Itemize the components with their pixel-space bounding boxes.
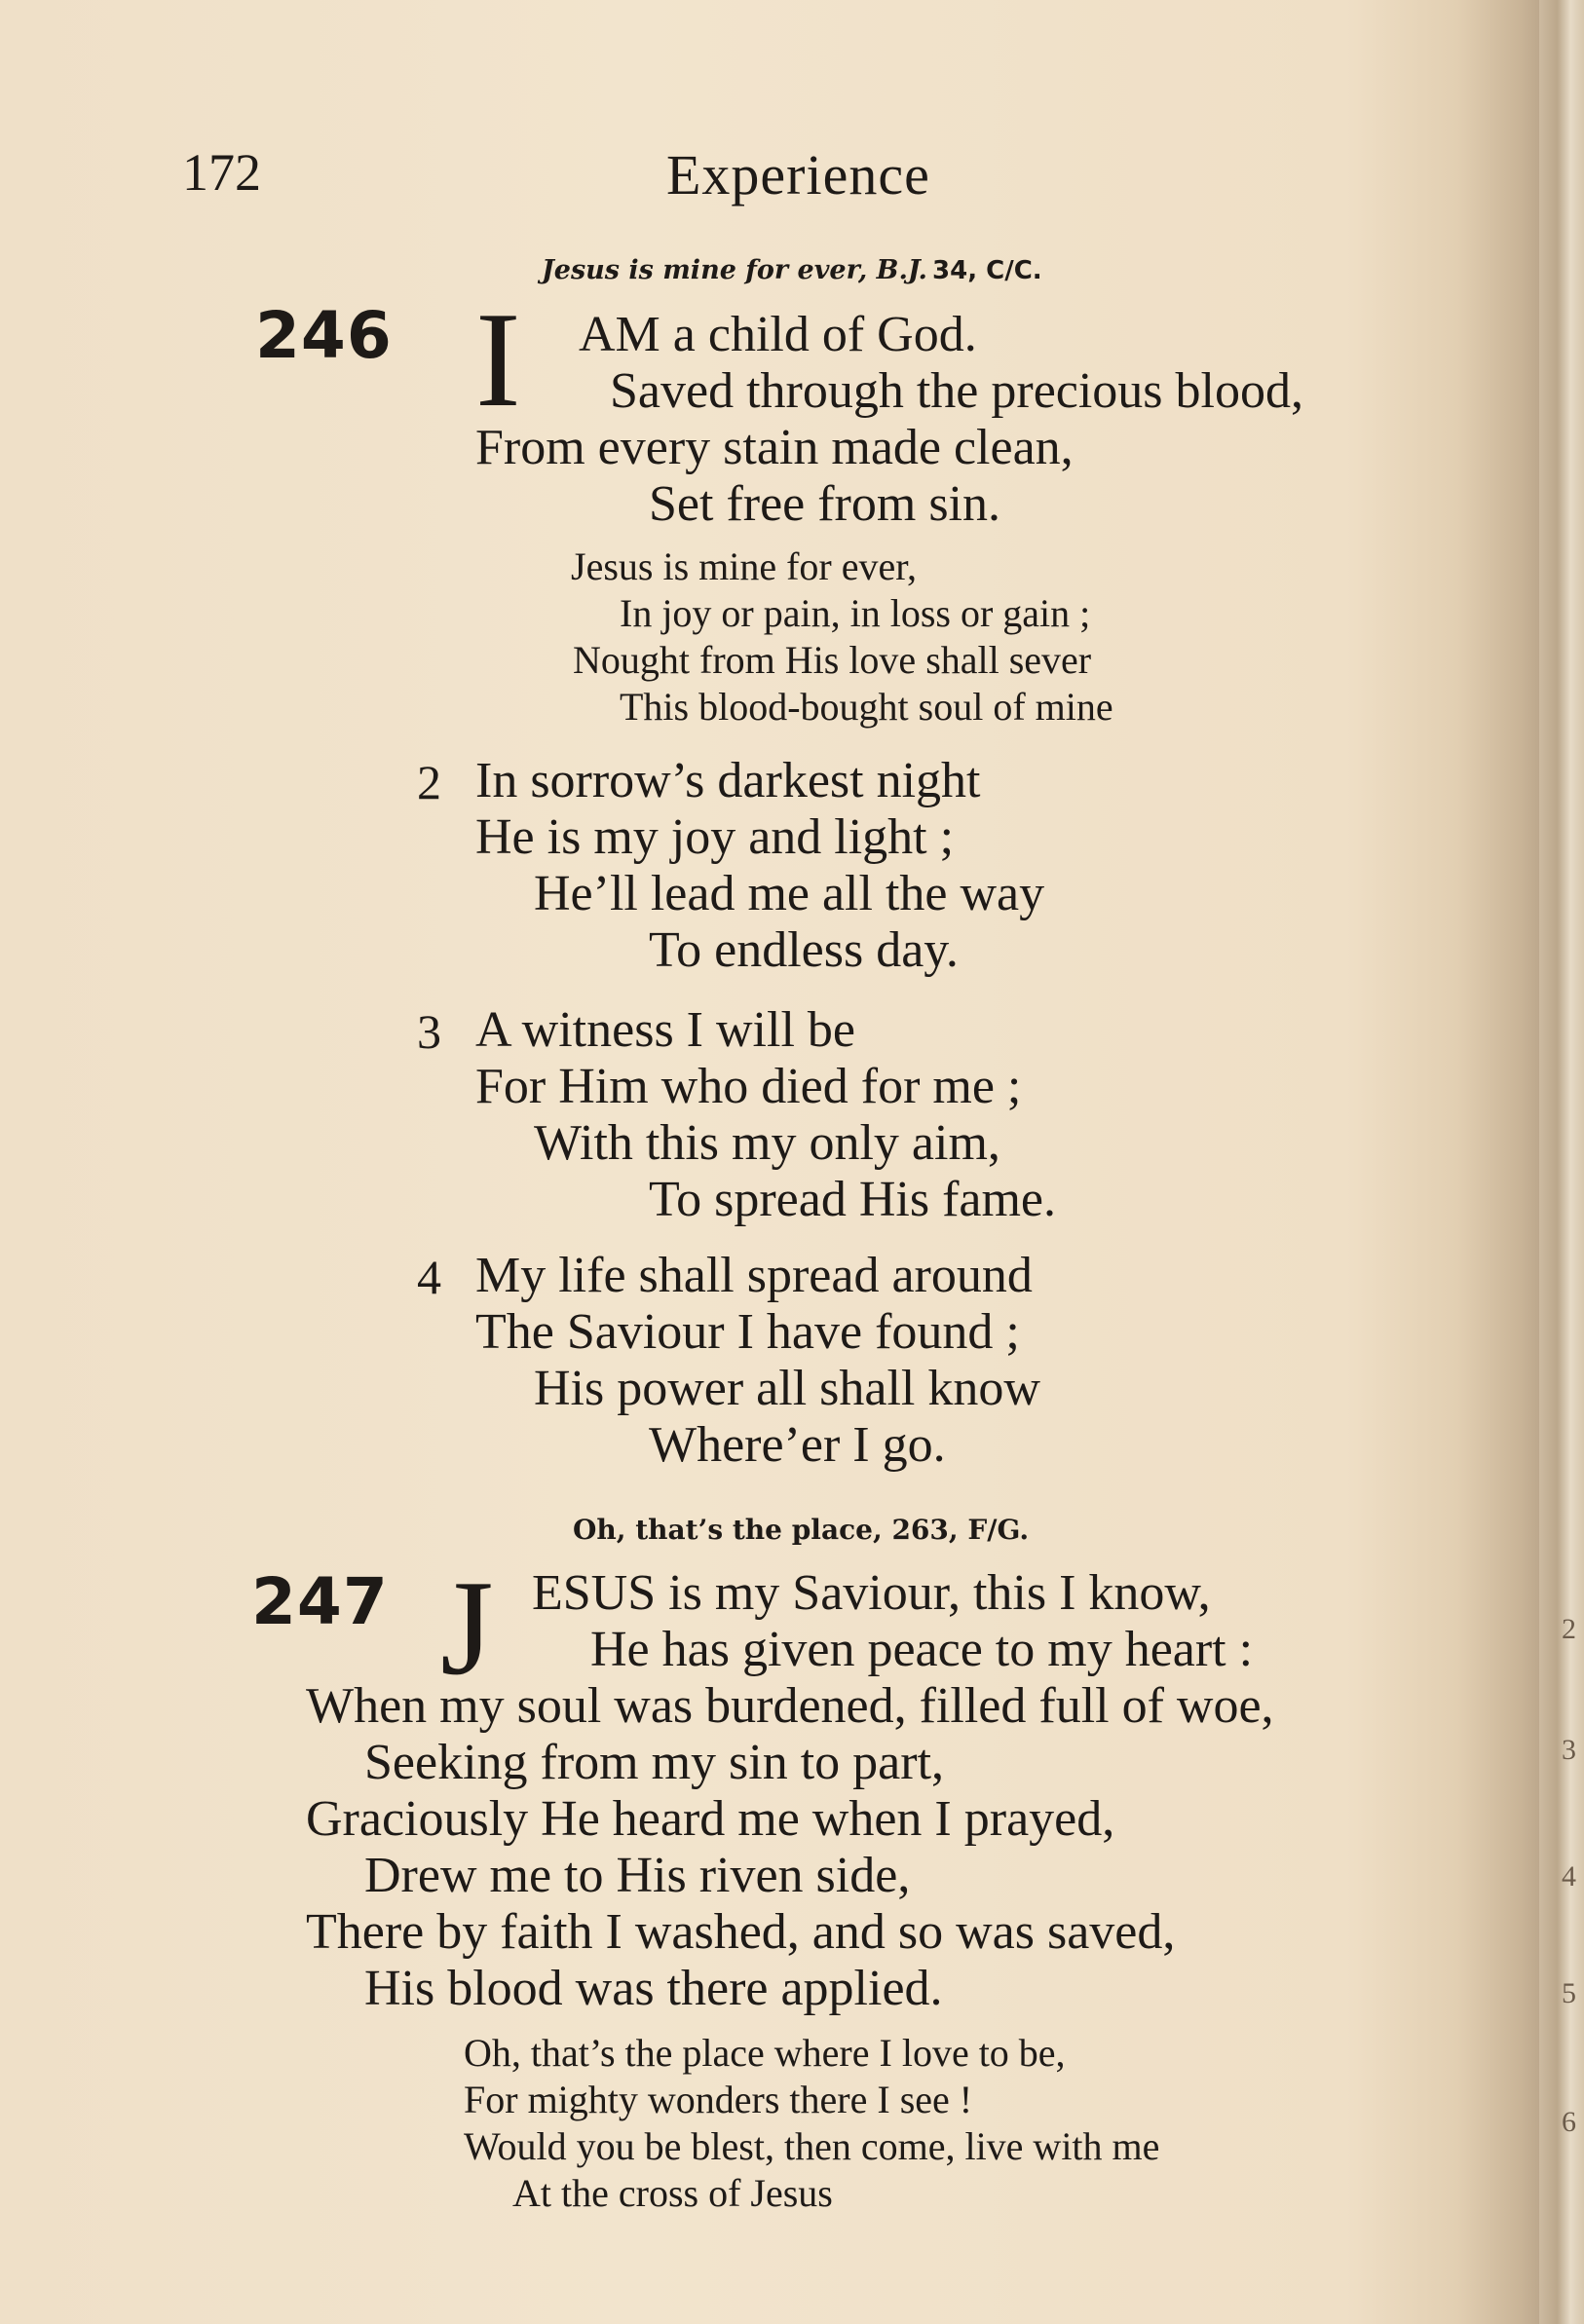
hymn247-line: ESUS is my Saviour, this I know, — [532, 1565, 1211, 1621]
verse-line: To endless day. — [649, 922, 959, 978]
hymn247-line: There by faith I washed, and so was saved, — [306, 1904, 1176, 1960]
page-number: 172 — [182, 143, 261, 202]
verse-line: My life shall spread around — [475, 1248, 1033, 1303]
verse-line: Where’er I go. — [649, 1417, 946, 1473]
verse1-line: Saved through the precious blood, — [610, 363, 1303, 419]
verse-line: The Saviour I have found ; — [475, 1304, 1020, 1360]
dropcap-246: I — [475, 284, 521, 435]
margin-number: 2 — [1562, 1613, 1576, 1645]
chorus-line: For mighty wonders there I see ! — [464, 2078, 973, 2121]
tune-reference-246: Jesus is mine for ever, B.J. 34, C/C. — [542, 255, 1042, 285]
tune-reference-247: Oh, that’s the place, 263, F/G. — [573, 1514, 1030, 1546]
verse-line: To spread His fame. — [649, 1172, 1057, 1227]
chorus-line: Oh, that’s the place where I love to be, — [464, 2031, 1066, 2075]
chorus-line: Jesus is mine for ever, — [571, 544, 917, 588]
hymn-number-246: 246 — [255, 298, 393, 373]
chorus-line: In joy or pain, in loss or gain ; — [620, 591, 1091, 635]
verse1-line: AM a child of God. — [579, 307, 977, 362]
verse-number: 3 — [417, 1004, 441, 1059]
verse-line: With this my only aim, — [534, 1115, 1000, 1171]
hymn247-line: When my soul was burdened, filled full of woe, — [306, 1678, 1274, 1734]
verse-line: He is my joy and light ; — [475, 809, 955, 865]
verse-line: In sorrow’s darkest night — [475, 753, 981, 808]
book-gutter — [1539, 0, 1584, 2324]
verse-line: For Him who died for me ; — [475, 1059, 1022, 1114]
verse-line: His power all shall know — [534, 1361, 1040, 1416]
margin-number: 6 — [1562, 2106, 1576, 2138]
margin-number: 3 — [1562, 1734, 1576, 1766]
verse-number: 4 — [417, 1250, 441, 1304]
verse-number: 2 — [417, 755, 441, 809]
hymn247-line: Seeking from my sin to part, — [364, 1735, 945, 1790]
hymn247-line: His blood was there applied. — [364, 1961, 943, 2016]
chorus-line: Would you be blest, then come, live with me — [464, 2124, 1160, 2168]
dropcap-247: J — [440, 1553, 494, 1704]
hymn-number-247: 247 — [251, 1564, 389, 1639]
chorus-line: At the cross of Jesus — [512, 2171, 833, 2215]
margin-number: 4 — [1562, 1860, 1576, 1893]
verse-line: A witness I will be — [475, 1002, 855, 1058]
hymn247-line: Drew me to His riven side, — [364, 1848, 911, 1903]
verse1-line: From every stain made clean, — [475, 420, 1074, 475]
hymn247-line: Graciously He heard me when I prayed, — [306, 1791, 1115, 1847]
verse1-line: Set free from sin. — [649, 476, 1001, 532]
page-title: Experience — [666, 143, 930, 206]
chorus-line: Nought from His love shall sever — [573, 638, 1092, 682]
chorus-line: This blood-bought soul of mine — [620, 685, 1113, 729]
verse-line: He’ll lead me all the way — [534, 866, 1045, 921]
hymn247-line: He has given peace to my heart : — [590, 1622, 1254, 1677]
margin-number: 5 — [1562, 1977, 1576, 2009]
